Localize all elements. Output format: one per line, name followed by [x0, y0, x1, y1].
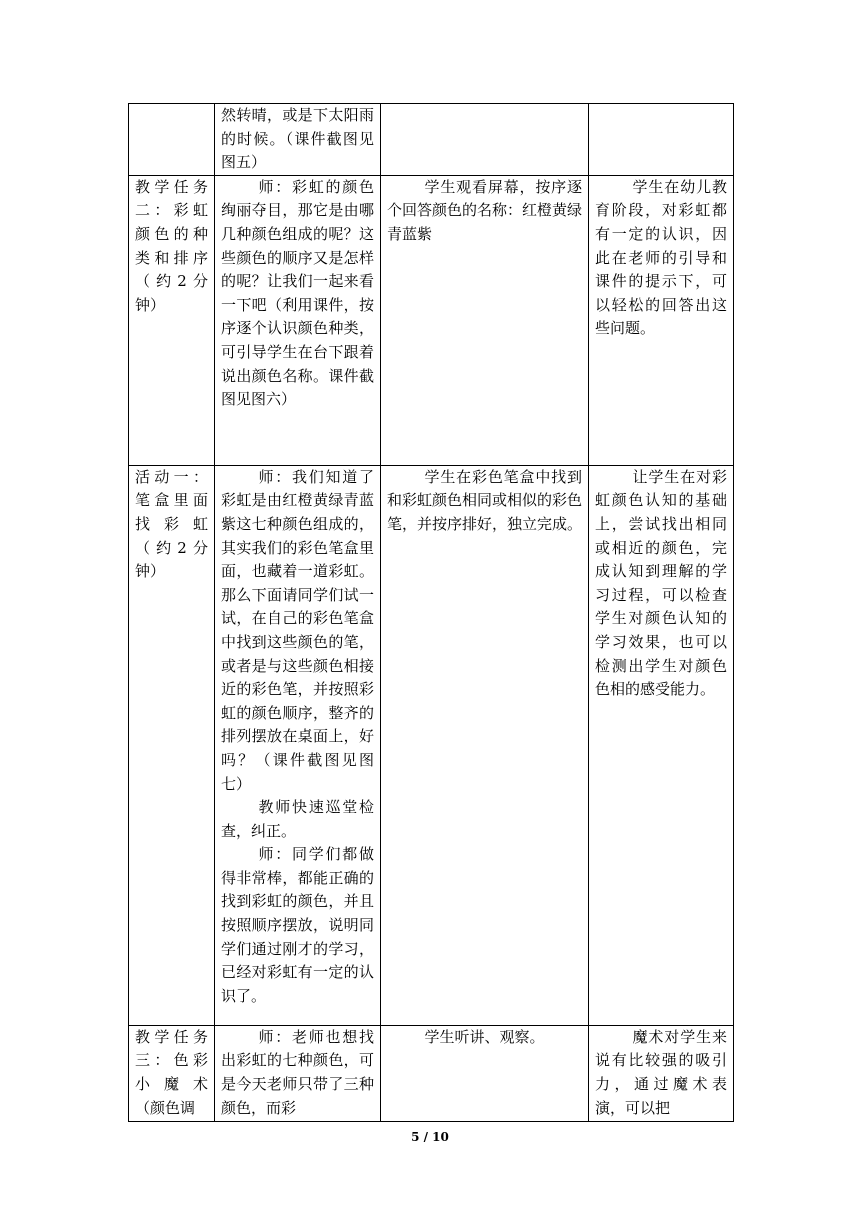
design-intent-cell: 让学生在对彩虹颜色认知的基础上，尝试找出相同或相近的颜色，完成认知到理解的学习过程，可以检查学生对颜色认知的学习效果，也可以检测出学生对颜色色相的感受能力。	[589, 465, 734, 1025]
page-number: 5 / 10	[411, 1130, 449, 1144]
phase-cell	[129, 104, 215, 176]
lesson-plan-table	[128, 103, 734, 1122]
design-intent-cell	[589, 104, 734, 176]
teacher-activity-cell	[215, 175, 381, 465]
teacher-paragraph: 师：我们知道了彩虹是由红橙黄绿青蓝紫这七种颜色组成的，其实我们的彩色笔盒里面，也藏着一道彩虹。那么下面请同学们试一试，在自己的彩色笔盒中找到这些颜色的笔，或者是与这些颜色相接近的彩色笔，并按照彩虹的颜色顺序，整齐的排列摆放在桌面上，好吗？（课件截图见图七）	[221, 467, 374, 793]
teacher-activity-cell	[215, 465, 381, 1025]
teacher-activity-cell	[215, 104, 381, 176]
teacher-activity-cell	[215, 1025, 381, 1121]
table-row	[129, 1025, 734, 1121]
design-intent-cell: 学生在幼儿教育阶段，对彩虹都有一定的认识，因此在老师的引导和课件的提示下，可以轻松的回答出这些问题。	[589, 175, 734, 465]
student-activity-cell: 学生听讲、观察。	[381, 1025, 589, 1121]
table-row	[129, 465, 734, 1025]
teacher-paragraph: 教师快速巡堂检查，纠正。	[221, 798, 374, 840]
table-row	[129, 175, 734, 465]
teacher-paragraph: 师：彩虹的颜色绚丽夺目，那它是由哪几种颜色组成的呢？这些颜色的顺序又是怎样的呢？让我们一起来看一下吧（利用课件，按序逐个认识颜色种类，可引导学生在台下跟着说出颜色名称。课件截图见图六）	[221, 177, 374, 409]
phase-cell: 教学任务三：色彩小魔术（颜色调	[129, 1025, 215, 1121]
teacher-paragraph: 师：同学们都做得非常棒，都能正确的找到彩虹的颜色，并且按照顺序摆放，说明同学们通过刚才的学习，已经对彩虹有一定的认识了。	[221, 845, 374, 1005]
teacher-paragraph: 然转晴，或是下太阳雨的时候。（课件截图见图五）	[221, 106, 374, 172]
student-activity-cell: 学生观看屏幕，按序逐个回答颜色的名称：红橙黄绿青蓝紫	[381, 175, 589, 465]
teacher-paragraph: 师：老师也想找出彩虹的七种颜色，可是今天老师只带了三种颜色，而彩	[221, 1027, 374, 1117]
design-intent-cell: 魔术对学生来说有比较强的吸引力，通过魔术表演，可以把	[589, 1025, 734, 1121]
table-row	[129, 104, 734, 176]
phase-cell: 教学任务二：彩虹颜色的种类和排序（约2分钟）	[129, 175, 215, 465]
student-activity-cell: 学生在彩色笔盒中找到和彩虹颜色相同或相似的彩色笔，并按序排好，独立完成。	[381, 465, 589, 1025]
phase-cell: 活动一：笔盒里面找彩虹（约2分钟）	[129, 465, 215, 1025]
student-activity-cell	[381, 104, 589, 176]
